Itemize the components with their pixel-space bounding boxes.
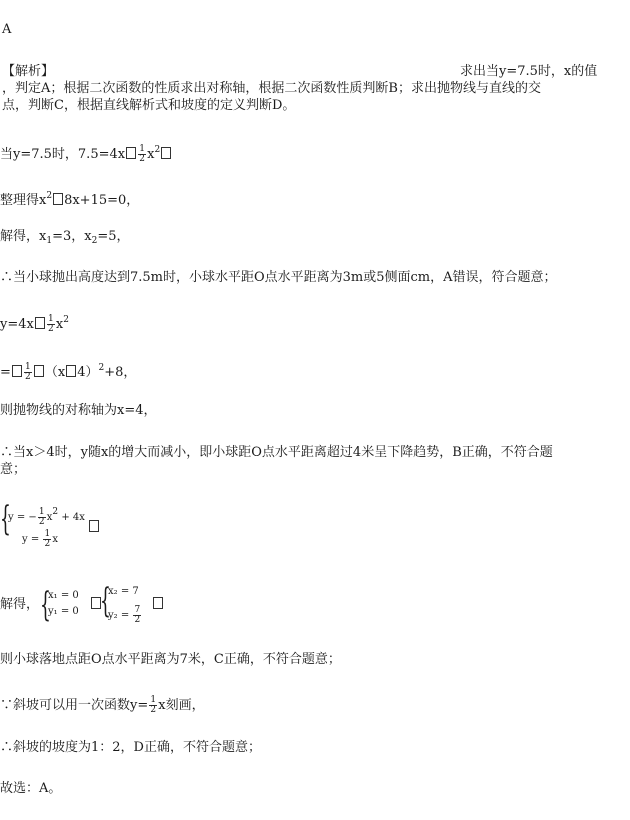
solution-two-x: x₂ = 7 [108,586,139,597]
solution-two-y: y₂ = $\frac{7}{2}$ [108,605,141,625]
system-tail [88,520,100,536]
step-substitute-y: 当y=7.5时，7.5=4x $\frac{1}{2}$ $x^2$ [0,142,172,164]
analysis-summary-line3: 点，判断C，根据直线解析式和坡度的定义判断D。 [2,98,296,113]
missing-glyph-box [126,147,136,159]
analysis-tag: 【解析】 [2,64,55,79]
left-brace: { [0,499,11,539]
step-option-c: 则小球落地点距O点水平距离为7米，C正确，不符合题意； [0,652,341,667]
answer-letter: A [2,22,12,37]
step-solve-roots: 解得，$x_1=3$，$x_2=5$， [0,229,130,246]
analysis-summary-line2: ，判定A；根据二次函数的性质求出对称轴，根据二次函数性质判断B；求出抛物线与直线的交 [2,81,541,96]
step-option-d: ∴斜坡的坡度为1：2，D正确，不符合题意； [0,740,261,755]
system-row-2: y = $\frac{1}{2}$ x [22,529,59,549]
step-vertex-form: = $\frac{1}{2}$ （x 4）$^2$+8， [0,362,137,382]
step-function: y=4x $\frac{1}{2}$ $x^2$ [0,314,69,334]
step-solve-system-label: 解得， [0,597,40,612]
step-axis-symmetry: 则抛物线的对称轴为x=4， [0,403,157,418]
analysis-summary-right: 求出当y=7.5时，x的值 [460,64,598,79]
step-slope-function: ∵斜坡可以用一次函数y= $\frac{1}{2}$ x刻画， [0,695,205,715]
solution-one-y: y₁ = 0 [48,606,79,617]
fraction-one-half: $\frac{1}{2}$ [139,144,145,164]
step-option-b-line2: 意； [0,462,27,477]
step-option-a: ∴当小球抛出高度达到7.5m时，小球水平距O点水平距离为3m或5侧面cm，A错误，符合题意； [0,270,557,285]
step-option-b-line1: ∴当x＞4时，y随x的增大而减小，即小球距O点水平距离超过4米呈下降趋势，B正确，不符合题 [0,445,553,460]
solution-one-x: x₁ = 0 [48,590,79,601]
system-row-1: y = − $\frac{1}{2}$ $x^2 + 4x$ [8,507,85,527]
step-rearrange: 整理得$x^2$ 8x+15=0， [0,191,140,208]
solution-tail [152,597,164,613]
final-answer: 故选：A。 [0,781,62,796]
